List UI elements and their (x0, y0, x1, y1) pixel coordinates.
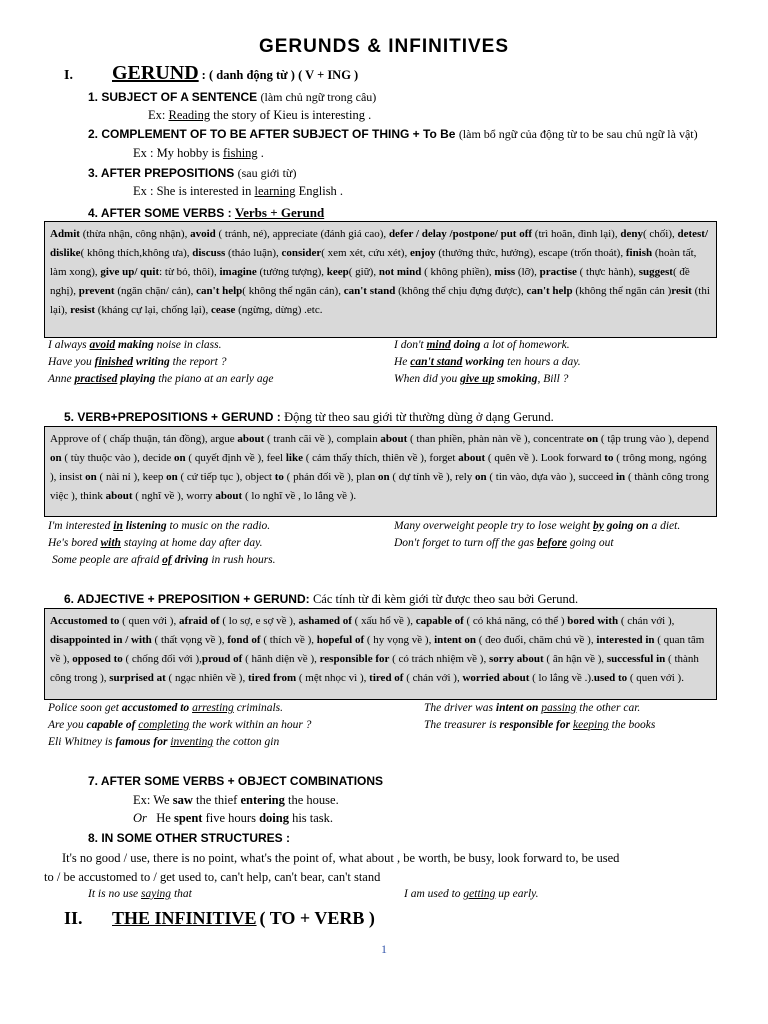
subsection-1 (88, 90, 376, 105)
section-1-number: I. (64, 68, 73, 83)
example-8-right: I am used to getting up early. (404, 888, 539, 900)
subsection-4 (88, 205, 324, 221)
example-6-left-1: Police soon get accustomed to arresting criminals. (48, 702, 284, 714)
subsection-4-label2: Verbs + Gerund (234, 205, 325, 220)
subsection-7-label: 7. AFTER SOME VERBS + OBJECT COMBINATIONS (88, 774, 384, 788)
example-6-left-3: Eli Whitney is famous for inventing the cotton gin (48, 736, 280, 748)
example-7-1: Ex: We saw the thief entering the house. (133, 793, 339, 807)
section-2-heading (112, 908, 375, 929)
page-title: GERUNDS & INFINITIVES (258, 36, 510, 57)
example-6-right-2: The treasurer is responsible for keeping the books (424, 719, 656, 731)
infinitive-heading-rest: ( TO + VERB ) (259, 908, 375, 928)
example-5-right-2: Don't forget to turn off the gas before going out (394, 537, 614, 549)
gerund-heading: GERUND (112, 62, 199, 84)
section-2-number: II. (64, 908, 83, 928)
example-6-left-2: Are you capable of completing the work within an hour ? (48, 719, 312, 731)
example-5-left-1: I'm interested in listening to music on the radio. (48, 520, 271, 532)
example-5-left-3: Some people are afraid of driving in rush hours. (52, 554, 276, 566)
subsection-5-vn: Động từ theo sau giới từ thường dùng ở dạng Gerund. (284, 410, 554, 424)
example-4-right-3: When did you give up smoking, Bill ? (394, 373, 569, 385)
example-4-left-1: I always avoid making noise in class. (48, 339, 222, 351)
example-8-left: It is no use saying that (88, 888, 192, 900)
example-4-right-2: He can't stand working ten hours a day. (394, 356, 581, 368)
subsection-6-vn: Các tính từ đi kèm giới từ được theo sau bởi Gerund. (312, 592, 579, 606)
subsection-6 (64, 592, 578, 607)
adjective-preposition-box: Accustomed to ( quen với ), afraid of ( lo sợ, e sợ về ), ashamed of ( xấu hổ về ), capable of ( có khả năng, có thể ) bored with ( chán với ), disappointed in / with ( thất vọng về ), fond of ( thích về ), hopeful of ( hy vọng về ), intent on ( đeo đuổi, chăm chú về ), interested in ( quan tâm về ), opposed to ( chống đối với ),proud of ( hãnh diện về ), responsible for ( có trách nhiệm về ), sorry about ( ân hận về ), successful in ( thành công trong ), surprised at ( ngạc nhiên về ), tired from ( mệt nhọc vì ), tired of ( chán với ), worried about ( lo lắng về .).used to ( quen với ). (44, 608, 717, 700)
example-4-right-1: I don't mind doing a lot of homework. (394, 339, 570, 351)
example-7-2: Or He spent five hours doing his task. (133, 811, 334, 825)
subsection-5 (64, 410, 554, 425)
subsection-3-label: 3. AFTER PREPOSITIONS (88, 166, 235, 180)
example-4-left-2: Have you finished writing the report ? (48, 356, 227, 368)
structures-line-1: It's no good / use, there is no point, what's the point of, what about , be worth, be busy, look forward to, be used (62, 851, 620, 865)
example-5-left-2: He's bored with staying at home day after day. (48, 537, 263, 549)
subsection-4-label: 4. AFTER SOME VERBS : (88, 206, 232, 220)
example-5-right-1: Many overweight people try to lose weight by going on a diet. (394, 520, 681, 532)
subsection-3-vn: (sau giới từ) (237, 166, 297, 180)
subsection-2-vn: (làm bổ ngữ của động từ to be sau chủ ngữ là vật) (458, 127, 698, 141)
verb-preposition-box: Approve of ( chấp thuận, tán đồng), argue about ( tranh cãi về ), complain about ( than phiền, phàn nàn về ), concentrate on ( tập trung vào ), depend on ( tùy thuộc vào ), decide on ( quyết định về ), feel like ( cảm thấy thích, thiên về ), forget about ( quên về ). Look forward to ( trông mong, ngóng ), insist on ( nài nỉ ), keep on ( cứ tiếp tục ), object to ( phản đối về ), plan on ( dự tính về ), rely on ( tin vào, dựa vào ), succeed in ( thành công trong việc ), think about ( nghĩ về ), worry about ( lo nghĩ về , lo lắng về ). (44, 426, 717, 517)
example-3: Ex : She is interested in learning English . (133, 184, 344, 198)
subsection-5-label: 5. VERB+PREPOSITIONS + GERUND : (64, 410, 281, 424)
gerund-heading-rest: : ( danh động từ ) ( V + ING ) (201, 68, 359, 82)
section-1-heading (112, 62, 358, 85)
infinitive-heading: THE INFINITIVE (112, 908, 257, 928)
structures-line-2: to / be accustomed to / get used to, can't help, can't bear, can't stand (44, 870, 381, 884)
subsection-8-label: 8. IN SOME OTHER STRUCTURES : (88, 831, 291, 845)
subsection-6-label: 6. ADJECTIVE + PREPOSITION + GERUND: (64, 592, 310, 606)
subsection-3 (88, 166, 296, 181)
subsection-1-label: 1. SUBJECT OF A SENTENCE (88, 90, 258, 104)
example-4-left-3: Anne practised playing the piano at an early age (48, 373, 274, 385)
subsection-2-label: 2. COMPLEMENT OF TO BE AFTER SUBJECT OF THING + To Be (88, 127, 456, 141)
subsection-2 (88, 127, 698, 142)
subsection-1-vn: (làm chủ ngữ trong câu) (260, 90, 377, 104)
example-2: Ex : My hobby is fishing . (133, 146, 264, 160)
verbs-gerund-box: Admit (thừa nhận, công nhận), avoid ( tránh, né), appreciate (đánh giá cao), defer / delay /postpone/ put off (trì hoãn, đình lại), deny( chối), detest/ dislike( không thích,không ưa), discuss (thảo luận), consider( xem xét, cứu xét), enjoy (thưởng thức, hưởng), escape (trốn thoát), finish (hoàn tất, làm xong), give up/ quit: từ bỏ, thôi), imagine (tưởng tượng), keep( giữ), not mind ( không phiền), miss (lỡ), practise ( thực hành), suggest( đề nghị), prevent (ngăn chặn/ cản), can't help( không thể ngăn cản), can't stand (không thể chịu đựng được), can't help (không thể ngăn cản )resit (thi lại), resist (kháng cự lại, chống lại), cease (ngừng, dừng) .etc. (44, 221, 717, 338)
example-6-right-1: The driver was intent on passing the other car. (424, 702, 641, 714)
page-number: 1 (381, 942, 387, 956)
example-1: Ex: Reading the story of Kieu is interesting . (148, 108, 372, 122)
